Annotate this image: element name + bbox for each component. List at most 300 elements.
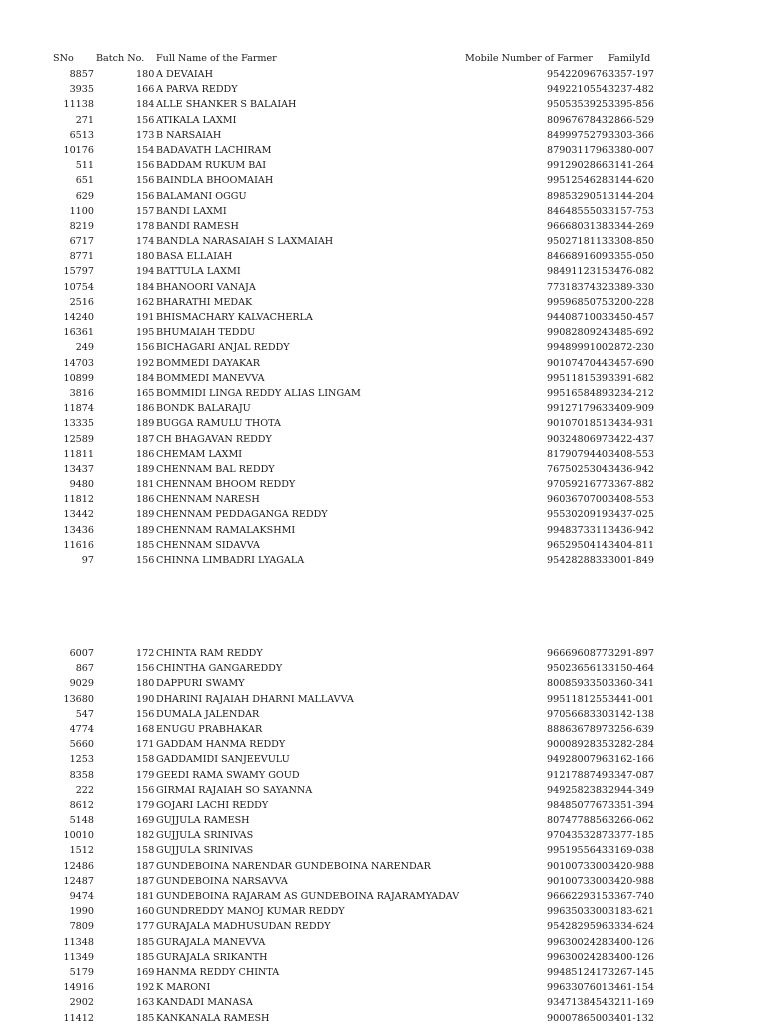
sno-cell: 12486 (63, 860, 94, 872)
family-id-cell: 3401-132 (608, 1012, 654, 1024)
family-id-cell: 3422-437 (608, 433, 654, 445)
mobile-cell: 9849112315 (547, 266, 609, 278)
mobile-cell: 9553020919 (547, 509, 609, 521)
batch-cell: 178 (136, 220, 155, 232)
family-id-cell: 3367-740 (608, 891, 654, 902)
family-id-cell: 3141-264 (608, 160, 654, 172)
farmer-name-cell: BOMMEDI DAYAKAR (156, 357, 260, 369)
sno-cell: 5660 (69, 739, 94, 751)
farmer-name-cell: GURAJALA MANEVVA (156, 936, 266, 948)
farmer-name-cell: BADAVATH LACHIRAM (156, 144, 272, 156)
sno-cell: 13335 (63, 418, 94, 430)
table-row (0, 904, 768, 919)
family-id-cell: 3157-753 (608, 205, 654, 217)
sno-cell: 13436 (63, 524, 94, 536)
farmer-name-cell: DHARINI RAJAIAH DHARNI MALLAVVA (156, 693, 354, 705)
family-id-cell: 3485-692 (608, 327, 654, 339)
sno-cell: 97 (81, 555, 94, 566)
family-id-cell: 3334-624 (608, 921, 654, 933)
farmer-name-cell: GIRMAI RAJAIAH SO SAYANNA (156, 784, 313, 796)
sno-cell: 271 (75, 114, 94, 126)
mobile-cell: 9492582383 (547, 784, 609, 796)
family-id-cell: 2866-529 (608, 114, 654, 126)
batch-cell: 190 (136, 693, 155, 705)
family-id-cell: 3266-062 (608, 815, 654, 827)
mobile-cell: 9492800796 (547, 754, 609, 766)
batch-cell: 189 (136, 418, 155, 430)
mobile-cell: 9704353287 (547, 830, 609, 842)
farmer-name-cell: CHENNAM RAMALAKSHMI (156, 524, 296, 536)
family-id-cell: 3256-639 (608, 723, 654, 735)
batch-cell: 184 (136, 99, 155, 111)
mobile-cell: 9951181255 (547, 693, 609, 705)
mobile-cell: 9963503300 (547, 906, 609, 918)
family-id-cell: 3389-330 (608, 281, 654, 293)
batch-cell: 185 (136, 1012, 155, 1024)
family-id-cell: 3395-856 (608, 99, 654, 111)
table-row (0, 950, 768, 965)
sno-cell: 10899 (63, 372, 94, 384)
table-row (0, 707, 768, 722)
mobile-cell: 9959685075 (547, 296, 609, 308)
batch-cell: 184 (136, 281, 155, 293)
farmer-name-cell: GUJJULA SRINIVAS (156, 845, 254, 857)
batch-cell: 165 (136, 387, 155, 399)
farmer-name-cell: ENUGU PRABHAKAR (156, 723, 263, 735)
family-id-cell: 3351-394 (608, 799, 654, 811)
header-batch-no: Batch No. (96, 53, 145, 64)
mobile-cell: 8790311796 (547, 144, 609, 156)
header-family-id: FamilyId (608, 53, 651, 64)
table-row (0, 1011, 768, 1026)
farmer-name-cell: CHENNAM NARESH (156, 494, 260, 506)
mobile-cell: 9666960877 (547, 648, 609, 659)
batch-cell: 157 (136, 205, 155, 217)
mobile-cell: 9666229315 (547, 891, 609, 902)
table-row (0, 889, 768, 904)
table-row (0, 371, 768, 386)
sno-cell: 2516 (69, 296, 94, 308)
batch-cell: 191 (136, 312, 155, 323)
farmer-name-cell: CHENNAM BAL REDDY (156, 463, 275, 475)
farmer-name-cell: GUJJULA SRINIVAS (156, 830, 254, 842)
farmer-name-cell: GURAJALA SRIKANTH (156, 951, 268, 963)
sno-cell: 16361 (63, 327, 94, 339)
table-row (0, 204, 768, 219)
table-row (0, 249, 768, 264)
mobile-cell: 8074778856 (547, 815, 609, 827)
table-row (0, 447, 768, 462)
batch-cell: 172 (136, 648, 155, 659)
farmer-name-cell: GUNDEBOINA NARSAVVA (156, 875, 288, 887)
mobile-cell: 9505353925 (547, 99, 609, 111)
family-id-cell: 3234-212 (608, 387, 654, 399)
sno-cell: 15797 (63, 266, 94, 278)
batch-cell: 166 (136, 84, 155, 96)
header-farmer-name: Full Name of the Farmer (156, 53, 277, 64)
table-row (0, 325, 768, 340)
table-row (0, 143, 768, 158)
table-row (0, 646, 768, 661)
mobile-cell: 9121788749 (547, 769, 609, 781)
batch-cell: 173 (136, 129, 155, 141)
batch-cell: 180 (136, 251, 155, 263)
farmer-name-cell: ATIKALA LAXMI (156, 114, 237, 126)
family-id-cell: 2872-230 (608, 342, 654, 354)
mobile-cell: 9908280924 (547, 327, 609, 339)
batch-cell: 192 (136, 982, 155, 994)
farmer-name-cell: BADDAM RUKUM BAI (156, 160, 267, 172)
table-row (0, 264, 768, 279)
batch-cell: 184 (136, 372, 155, 384)
farmer-name-cell: GOJARI LACHI REDDY (156, 799, 269, 811)
farmer-name-cell: CH BHAGAVAN REDDY (156, 433, 272, 445)
farmer-name-cell: BANDI RAMESH (156, 220, 239, 232)
mobile-cell: 9951955643 (547, 845, 609, 857)
batch-cell: 163 (136, 997, 155, 1009)
family-id-cell: 3308-850 (608, 236, 654, 248)
family-id-cell: 3142-138 (608, 708, 654, 720)
family-id-cell: 3355-050 (608, 251, 654, 263)
table-row (0, 523, 768, 538)
mobile-cell: 9440871003 (547, 312, 609, 323)
mobile-cell: 9963307601 (547, 982, 609, 994)
table-row (0, 82, 768, 97)
farmer-name-cell: GUNDREDDY MANOJ KUMAR REDDY (156, 906, 345, 918)
farmer-name-cell: CHINTHA GANGAREDDY (156, 663, 283, 675)
family-id-cell: 3282-284 (608, 739, 654, 751)
table-row (0, 768, 768, 783)
farmer-name-cell: GUJJULA RAMESH (156, 815, 250, 827)
family-id-cell: 3169-038 (608, 845, 654, 857)
batch-cell: 160 (136, 906, 155, 918)
family-id-cell: 3441-001 (608, 693, 654, 705)
sno-cell: 11348 (63, 936, 94, 948)
farmer-name-cell: KANKANALA RAMESH (156, 1012, 270, 1024)
family-id-cell: 3391-682 (608, 372, 654, 384)
batch-cell: 187 (136, 433, 155, 445)
family-id-cell: 3367-882 (608, 479, 654, 491)
farmer-name-cell: A PARVA REDDY (156, 84, 238, 96)
table-row (0, 113, 768, 128)
family-id-cell: 2944-349 (608, 784, 654, 796)
mobile-cell: 9010073300 (547, 860, 609, 872)
batch-cell: 156 (136, 342, 155, 354)
batch-cell: 189 (136, 509, 155, 521)
mobile-cell: 9542828833 (547, 555, 609, 566)
batch-cell: 185 (136, 539, 155, 551)
batch-cell: 156 (136, 708, 155, 720)
mobile-cell: 8464855503 (547, 205, 609, 217)
mobile-cell: 9347138454 (547, 997, 609, 1009)
mobile-cell: 9032480697 (547, 433, 609, 445)
mobile-cell: 8179079440 (547, 448, 609, 460)
family-id-cell: 3450-457 (608, 312, 654, 323)
family-id-cell: 3303-366 (608, 129, 654, 141)
table-row (0, 97, 768, 112)
mobile-cell: 9948999100 (547, 342, 609, 354)
table-row (0, 356, 768, 371)
farmer-name-cell: BOMMIDI LINGA REDDY ALIAS LINGAM (156, 387, 361, 399)
family-id-cell: 3001-849 (608, 555, 654, 566)
table-row (0, 492, 768, 507)
family-id-cell: 3162-166 (608, 754, 654, 766)
table-row (0, 340, 768, 355)
farmer-name-cell: CHINNA LIMBADRI LYAGALA (156, 555, 305, 566)
batch-cell: 187 (136, 875, 155, 887)
mobile-cell: 9948373311 (547, 524, 609, 536)
farmer-name-cell: K MARONI (156, 982, 211, 994)
family-id-cell: 3420-988 (608, 860, 654, 872)
table-row (0, 752, 768, 767)
mobile-cell: 8499975279 (547, 129, 609, 141)
family-id-cell: 3183-621 (608, 906, 654, 918)
farmer-name-cell: BOMMEDI MANEVVA (156, 372, 265, 384)
farmer-name-cell: DAPPURI SWAMY (156, 678, 245, 690)
table-row (0, 538, 768, 553)
table-row (0, 401, 768, 416)
sno-cell: 9474 (69, 891, 94, 902)
table-row (0, 935, 768, 950)
sno-cell: 6513 (69, 129, 94, 141)
batch-cell: 182 (136, 830, 155, 842)
table-row (0, 462, 768, 477)
batch-cell: 162 (136, 296, 155, 308)
mobile-cell: 9000892835 (547, 739, 609, 751)
family-id-cell: 3420-988 (608, 875, 654, 887)
sno-cell: 4774 (69, 723, 94, 735)
table-row (0, 280, 768, 295)
table-row (0, 874, 768, 889)
table-header (0, 51, 768, 67)
sno-cell: 11412 (63, 1012, 94, 1024)
table-row (0, 128, 768, 143)
mobile-cell: 7731837432 (547, 281, 609, 293)
batch-cell: 185 (136, 951, 155, 963)
farmer-name-cell: BAINDLA BHOOMAIAH (156, 175, 274, 187)
mobile-cell: 8008593350 (547, 678, 609, 690)
mobile-cell: 9705668330 (547, 708, 609, 720)
batch-cell: 168 (136, 723, 155, 735)
batch-cell: 154 (136, 144, 155, 156)
mobile-cell: 9963002428 (547, 951, 609, 963)
family-id-cell: 3436-942 (608, 524, 654, 536)
table-row (0, 692, 768, 707)
farmer-name-cell: BHANOORI VANAJA (156, 281, 256, 293)
table-row (0, 843, 768, 858)
table-row (0, 432, 768, 447)
table-row (0, 859, 768, 874)
batch-cell: 189 (136, 524, 155, 536)
sno-cell: 1253 (69, 754, 94, 766)
family-id-cell: 3408-553 (608, 448, 654, 460)
batch-cell: 156 (136, 190, 155, 202)
mobile-cell: 9542209676 (547, 69, 609, 80)
batch-cell: 180 (136, 69, 155, 80)
table-row (0, 386, 768, 401)
batch-cell: 192 (136, 357, 155, 369)
family-id-cell: 3436-942 (608, 463, 654, 475)
family-id-cell: 3344-269 (608, 220, 654, 232)
batch-cell: 179 (136, 799, 155, 811)
table-row (0, 158, 768, 173)
table-row (0, 661, 768, 676)
batch-cell: 181 (136, 479, 155, 491)
batch-cell: 169 (136, 966, 155, 978)
table-row (0, 507, 768, 522)
farmer-name-cell: CHENNAM PEDDAGANGA REDDY (156, 509, 328, 521)
mobile-cell: 9000786500 (547, 1012, 609, 1024)
sno-cell: 629 (75, 190, 94, 202)
table-row (0, 783, 768, 798)
farmer-name-cell: BALAMANI OGGU (156, 190, 247, 202)
farmer-name-cell: DUMALA JALENDAR (156, 708, 260, 720)
family-id-cell: 3291-897 (608, 648, 654, 659)
family-id-cell: 3400-126 (608, 936, 654, 948)
farmer-name-cell: BUGGA RAMULU THOTA (156, 418, 281, 430)
family-id-cell: 3400-126 (608, 951, 654, 963)
table-row (0, 813, 768, 828)
farmer-name-cell: GADDAMIDI SANJEEVULU (156, 754, 290, 766)
table-row (0, 219, 768, 234)
family-id-cell: 3476-082 (608, 266, 654, 278)
batch-cell: 156 (136, 663, 155, 675)
sno-cell: 11874 (63, 403, 94, 415)
farmer-name-cell: BONDK BALARAJU (156, 403, 251, 415)
table-row (0, 798, 768, 813)
sno-cell: 5179 (69, 966, 94, 978)
family-id-cell: 3267-145 (608, 966, 654, 978)
mobile-cell: 9542829596 (547, 921, 609, 933)
table-row (0, 310, 768, 325)
sno-cell: 867 (75, 663, 94, 675)
sno-cell: 8612 (69, 799, 94, 811)
sno-cell: 13437 (63, 463, 94, 475)
mobile-cell: 9951254628 (547, 175, 609, 187)
header-sno: SNo (53, 53, 74, 64)
sno-cell: 6007 (69, 648, 94, 659)
batch-cell: 195 (136, 327, 155, 339)
family-id-cell: 3437-025 (608, 509, 654, 521)
batch-cell: 186 (136, 494, 155, 506)
farmer-name-cell: GADDAM HANMA REDDY (156, 739, 286, 751)
sno-cell: 12487 (63, 875, 94, 887)
farmer-name-cell: GURAJALA MADHUSUDAN REDDY (156, 921, 331, 933)
table-block-1 (0, 67, 768, 568)
mobile-cell: 9010747044 (547, 357, 609, 369)
mobile-cell: 9492210554 (547, 84, 609, 96)
family-id-cell: 3434-931 (608, 418, 654, 430)
batch-cell: 179 (136, 769, 155, 781)
table-row (0, 553, 768, 568)
sno-cell: 11812 (63, 494, 94, 506)
farmer-name-cell: BICHAGARI ANJAL REDDY (156, 342, 290, 354)
farmer-name-cell: GEEDI RAMA SWAMY GOUD (156, 769, 300, 781)
sno-cell: 222 (75, 784, 94, 796)
family-id-cell: 3211-169 (608, 997, 654, 1009)
sno-cell: 3816 (69, 387, 94, 399)
batch-cell: 156 (136, 784, 155, 796)
table-row (0, 737, 768, 752)
sno-cell: 9029 (69, 678, 94, 690)
sno-cell: 11138 (63, 99, 94, 111)
mobile-cell: 9502365613 (547, 663, 609, 675)
batch-cell: 158 (136, 754, 155, 766)
sno-cell: 9480 (69, 479, 94, 491)
table-row (0, 980, 768, 995)
mobile-cell: 9603670700 (547, 494, 609, 506)
sno-cell: 2902 (69, 997, 94, 1009)
batch-cell: 156 (136, 160, 155, 172)
sno-cell: 12589 (63, 433, 94, 445)
mobile-cell: 8096767843 (547, 114, 609, 126)
family-id-cell: 3404-811 (608, 539, 654, 551)
mobile-cell: 9652950414 (547, 539, 609, 551)
sno-cell: 8358 (69, 769, 94, 781)
batch-cell: 187 (136, 860, 155, 872)
batch-cell: 180 (136, 678, 155, 690)
family-id-cell: 3457-690 (608, 357, 654, 369)
farmer-name-cell: BATTULA LAXMI (156, 266, 241, 278)
mobile-cell: 9010701851 (547, 418, 609, 430)
family-id-cell: 3200-228 (608, 296, 654, 308)
family-id-cell: 3347-087 (608, 769, 654, 781)
family-id-cell: 3380-007 (608, 144, 654, 156)
mobile-cell: 9666803138 (547, 220, 609, 232)
family-id-cell: 3360-341 (608, 678, 654, 690)
mobile-cell: 9502718113 (547, 236, 609, 248)
sno-cell: 14703 (63, 357, 94, 369)
sno-cell: 651 (75, 175, 94, 187)
mobile-cell: 9951658489 (547, 387, 609, 399)
sno-cell: 10754 (63, 281, 94, 293)
sno-cell: 11616 (63, 539, 94, 551)
family-id-cell: 3144-204 (608, 190, 654, 202)
header-mobile-number: Mobile Number of Farmer (465, 53, 593, 64)
sno-cell: 3935 (69, 84, 94, 96)
farmer-name-cell: B NARSAIAH (156, 129, 222, 141)
batch-cell: 171 (136, 739, 155, 751)
sno-cell: 8857 (69, 69, 94, 80)
table-row (0, 722, 768, 737)
family-id-cell: 3377-185 (608, 830, 654, 842)
family-id-cell: 3408-553 (608, 494, 654, 506)
farmer-name-cell: A DEVAIAH (156, 69, 213, 80)
table-block-2 (0, 646, 768, 1026)
farmer-name-cell: ALLE SHANKER S BALAIAH (156, 99, 297, 111)
mobile-cell: 9010073300 (547, 875, 609, 887)
batch-cell: 194 (136, 266, 155, 278)
sno-cell: 249 (75, 342, 94, 354)
table-row (0, 67, 768, 82)
farmer-name-cell: BHARATHI MEDAK (156, 296, 253, 308)
farmer-name-cell: BHUMAIAH TEDDU (156, 327, 256, 339)
family-id-cell: 3150-464 (608, 663, 654, 675)
sno-cell: 14240 (63, 312, 94, 323)
batch-cell: 189 (136, 463, 155, 475)
family-id-cell: 3237-482 (608, 84, 654, 96)
sno-cell: 1990 (69, 906, 94, 918)
batch-cell: 177 (136, 921, 155, 933)
batch-cell: 156 (136, 114, 155, 126)
farmer-name-cell: CHENNAM SIDAVVA (156, 539, 260, 551)
table-row (0, 295, 768, 310)
mobile-cell: 8985329051 (547, 190, 609, 202)
family-id-cell: 3461-154 (608, 982, 654, 994)
farmer-name-cell: BANDI LAXMI (156, 205, 227, 217)
batch-cell: 185 (136, 936, 155, 948)
table-row (0, 828, 768, 843)
